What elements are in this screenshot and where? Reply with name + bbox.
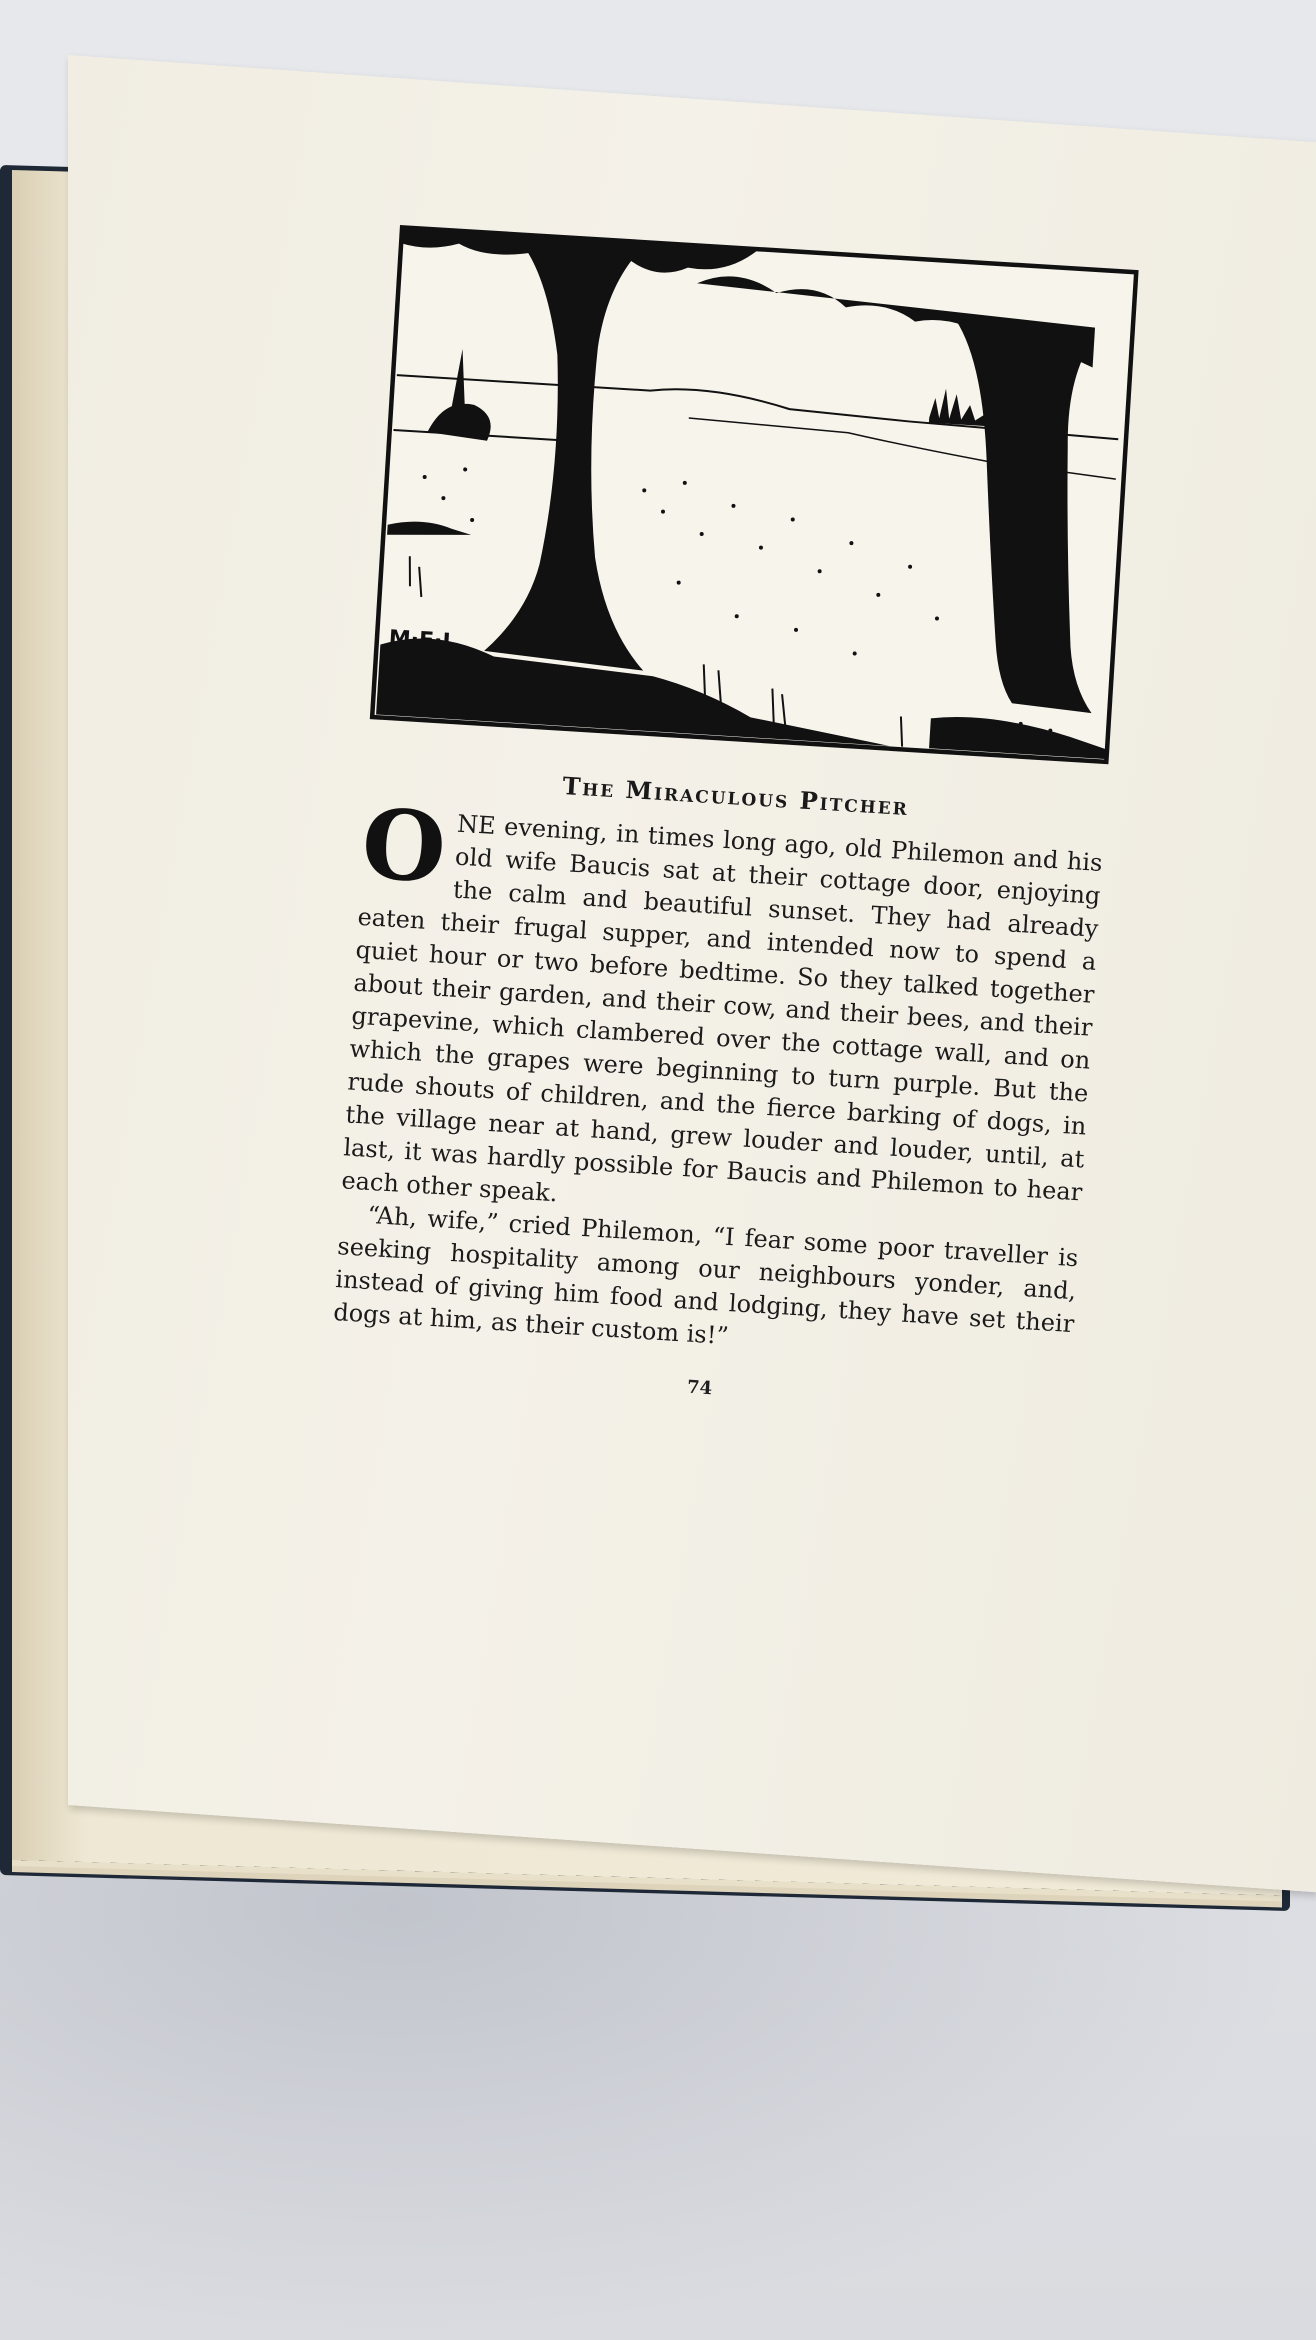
table-shadow xyxy=(0,1860,1316,2340)
landscape-trees-illustration xyxy=(370,225,1139,764)
drop-cap: O xyxy=(358,786,450,905)
illustrator-monogram: M·F·I xyxy=(387,626,452,655)
chapter-title: The Miraculous Pitcher xyxy=(561,770,910,822)
paragraph-1-text: NE evening, in times long ago, old Philemon and his old wife Baucis sat at their cottage door, enjoying the calm and beautiful sunset. They had already eaten their frugal supper, and intended now to spend a quiet hour or two before bedtime. So they talked together about their garden, and their cow, and their bees, and their grapevine, which clambered over the cottage wall, and on which the grapes were beginning to turn purple. But the rude shouts of children, and the fierce barking of dogs, in the village near at hand, grew louder and louder, until, at last, it was hardly possible for Baucis and Philemon to hear each other speak. xyxy=(340,809,1104,1208)
page-content xyxy=(330,225,1139,1421)
page-number: 74 xyxy=(686,1376,713,1400)
paragraph-2: “Ah, wife,” cried Philemon, “I fear some poor traveller is seeking hospitality among our neighbours yonder, and, instead of giving him food and lodging, they have set their dogs at him, as their custom is!” xyxy=(332,1200,1080,1351)
